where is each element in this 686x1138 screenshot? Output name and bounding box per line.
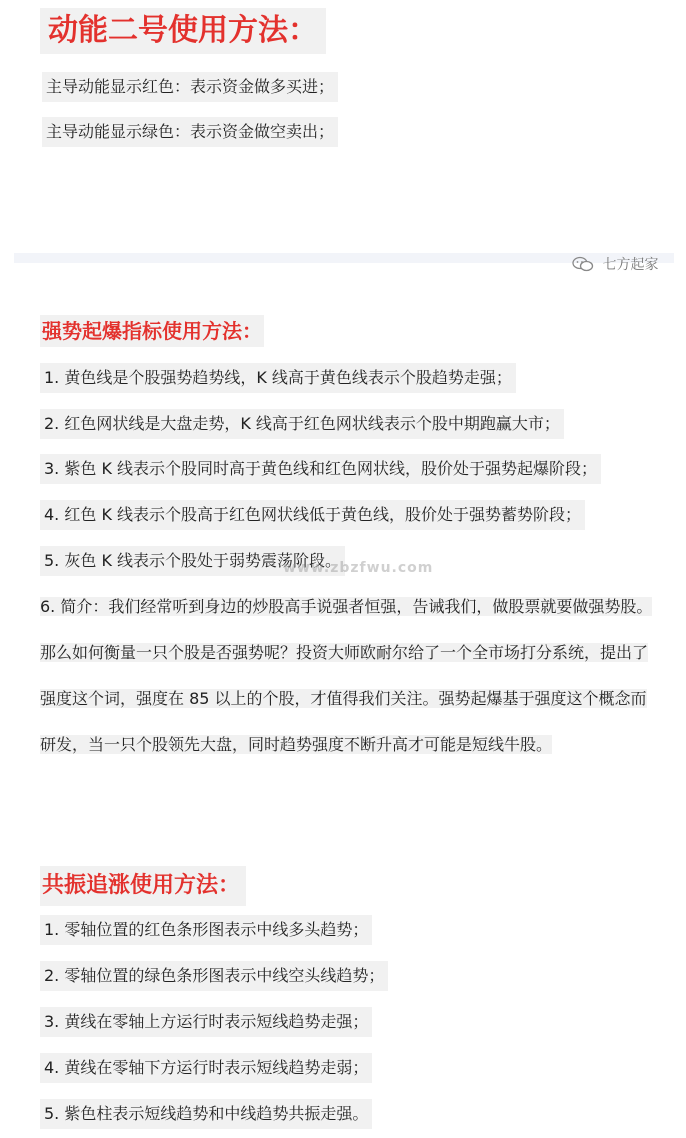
section2-title: 强势起爆指标使用方法： [40, 315, 264, 347]
section2-line-3: 3. 紫色 K 线表示个股同时高于黄色线和红色网状线，股价处于强势起爆阶段； [40, 454, 601, 484]
section3-title: 共振追涨使用方法： [40, 866, 246, 906]
section1-line-2: 主导动能显示绿色：表示资金做空卖出； [42, 117, 338, 147]
section1-title: 动能二号使用方法： [40, 8, 326, 54]
section2-paragraph [40, 584, 660, 768]
section2-line-4: 4. 红色 K 线表示个股高于红色网状线低于黄色线，股价处于强势蓄势阶段； [40, 500, 585, 530]
section3-line-2: 2. 零轴位置的绿色条形图表示中线空头线趋势； [40, 961, 388, 991]
section3-line-4: 4. 黄线在零轴下方运行时表示短线趋势走弱； [40, 1053, 372, 1083]
section3-line-5: 5. 紫色柱表示短线趋势和中线趋势共振走强。 [40, 1099, 372, 1129]
watermark: www.zbzfwu.com [283, 560, 434, 576]
brand-text: 七方起家 [602, 257, 659, 273]
section3-line-3: 3. 黄线在零轴上方运行时表示短线趋势走强； [40, 1007, 372, 1037]
section2-line-1: 1. 黄色线是个股强势趋势线，K 线高于黄色线表示个股趋势走强； [40, 363, 516, 393]
wechat-icon [572, 256, 594, 272]
section2-line-5: 5. 灰色 K 线表示个股处于弱势震荡阶段。 [40, 546, 345, 576]
section2-line-2: 2. 红色网状线是大盘走势，K 线高于红色网状线表示个股中期跑赢大市； [40, 409, 564, 439]
section3-line-1: 1. 零轴位置的红色条形图表示中线多头趋势； [40, 915, 372, 945]
wechat-account-tag [572, 254, 658, 274]
section2-paragraph-text: 6. 简介：我们经常听到身边的炒股高手说强者恒强，告诫我们，做股票就要做强势股。那么如何衡量一只个股是否强势呢？投资大师欧耐尔给了一个全市场打分系统，提出了强度这个词，强度在 85 以上的个股，才值得我们关注。强势起爆基于强度这个概念而研发，当一只个股领先大盘，同时趋势强度不断升高才可能是短线牛股。 [40, 597, 653, 754]
section1-line-1: 主导动能显示红色：表示资金做多买进； [42, 72, 338, 102]
